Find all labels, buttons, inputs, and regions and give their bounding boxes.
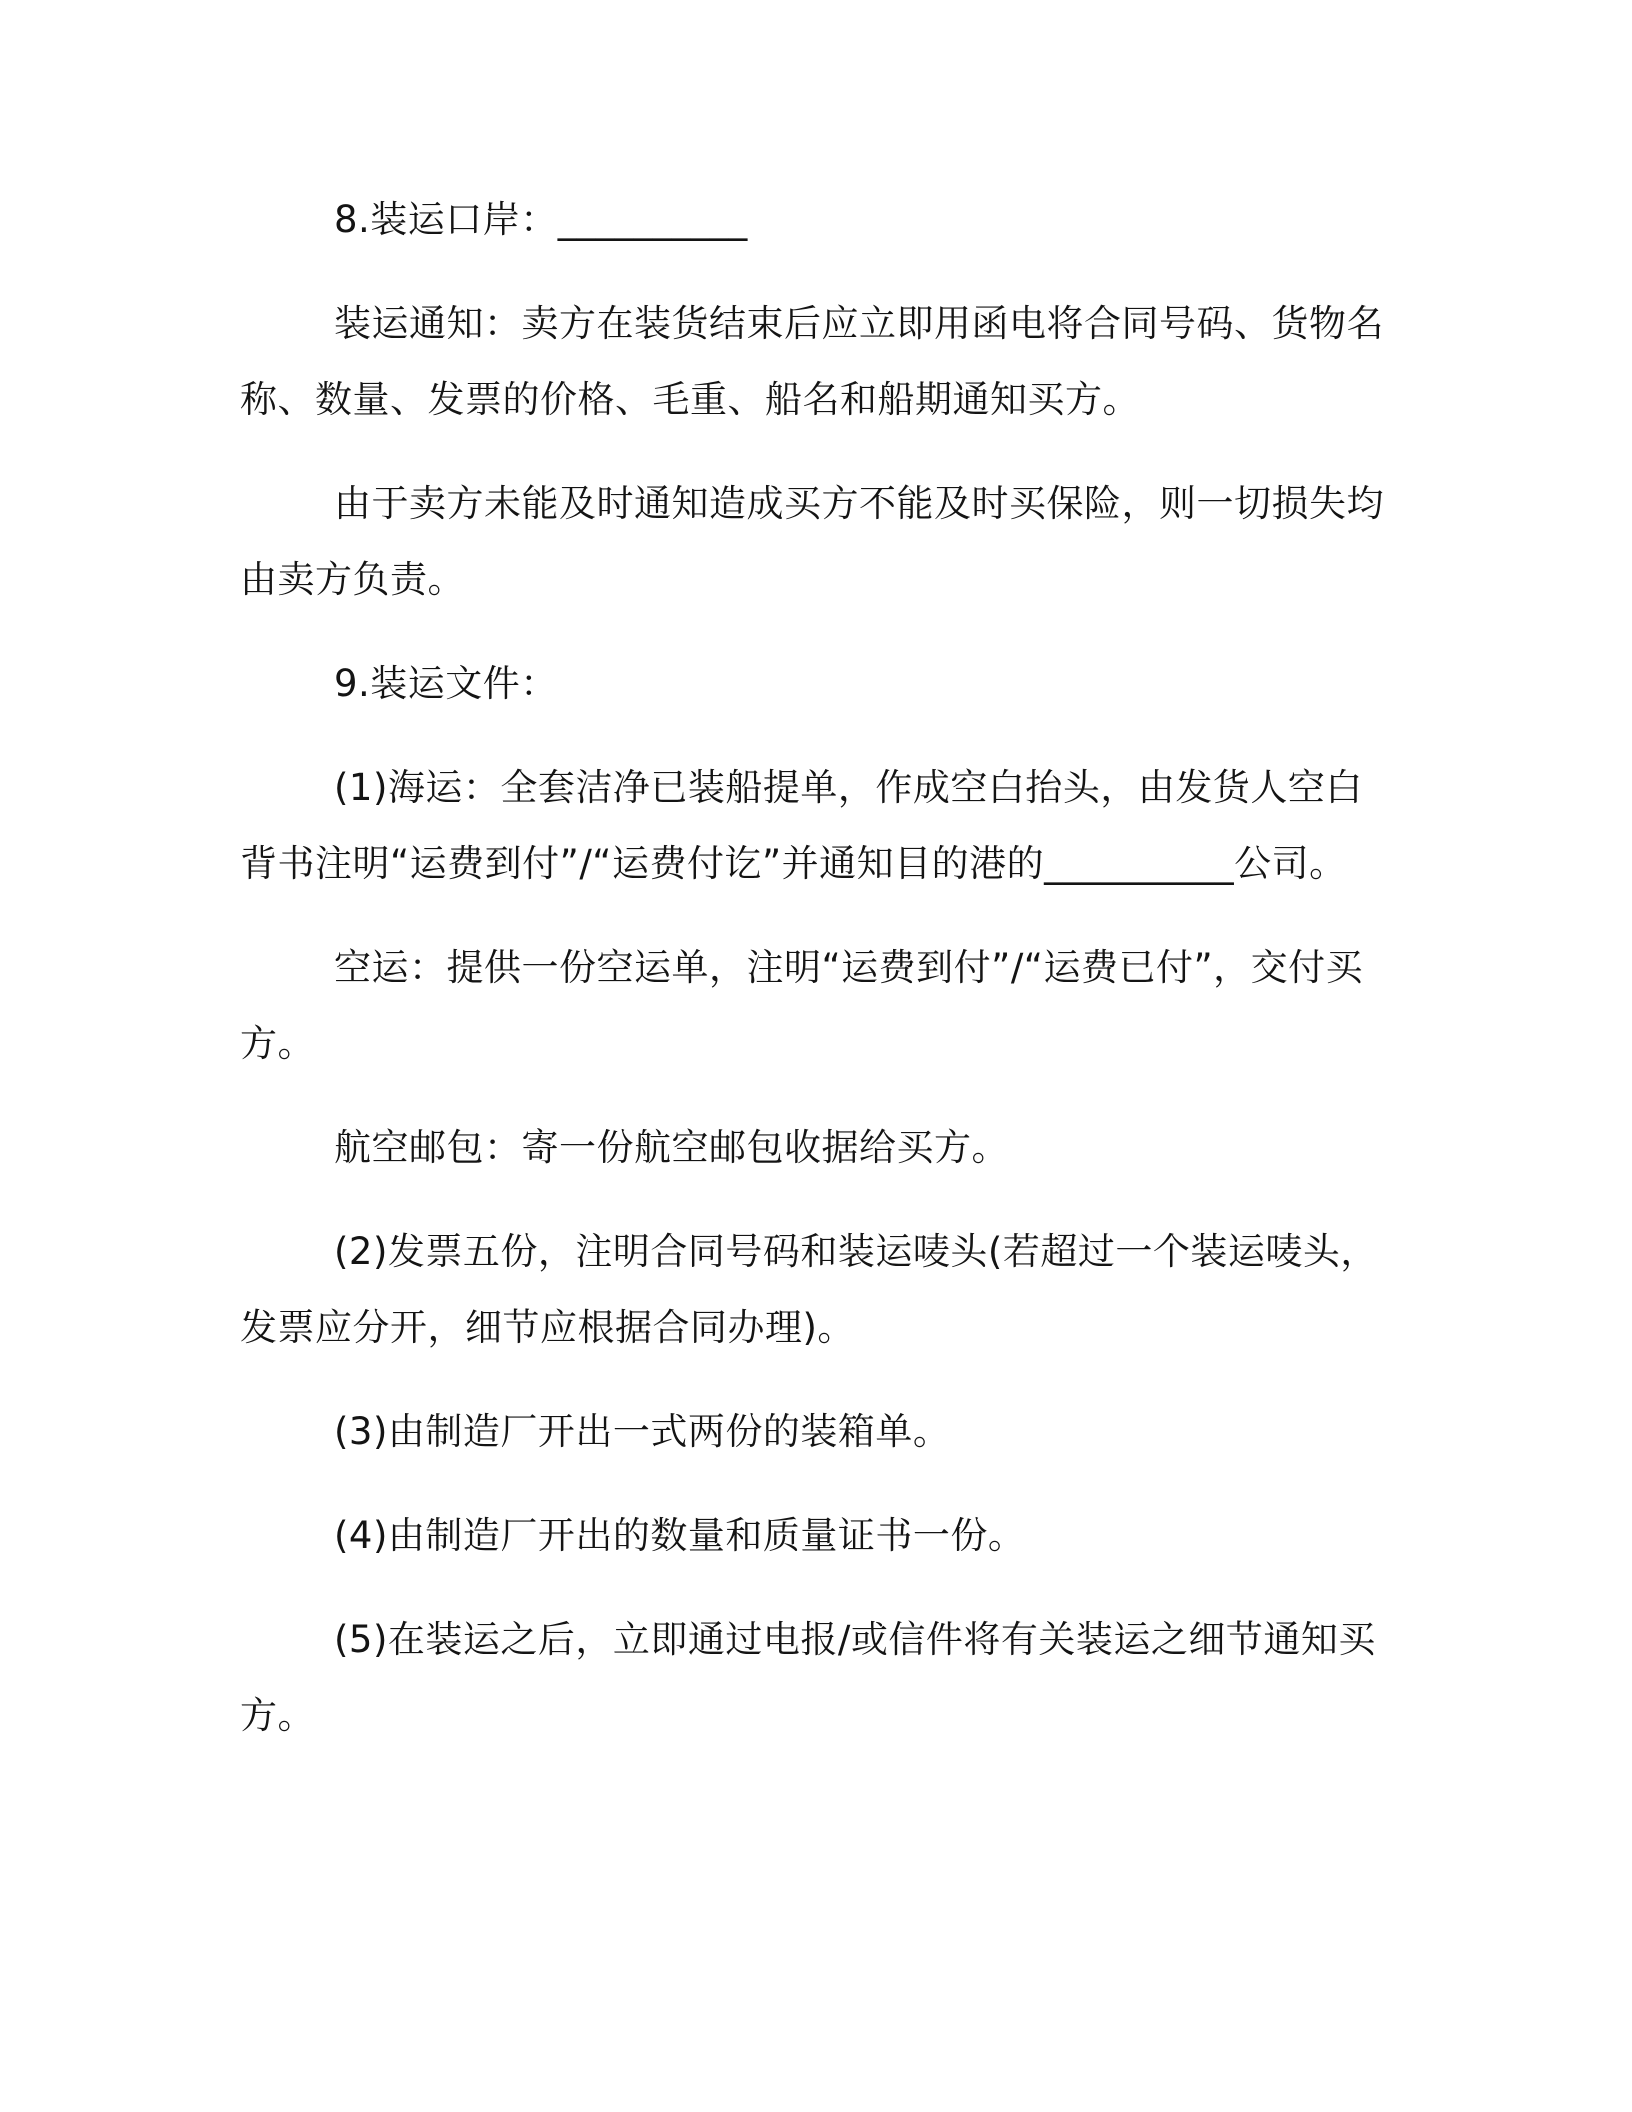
air-freight-paragraph: 空运：提供一份空运单，注明“运费到付”/“运费已付”，交付买方。 bbox=[240, 946, 1364, 1065]
shipment-notice-paragraph: 装运通知：卖方在装货结束后应立即用函电将合同号码、货物名称、数量、发票的价格、毛重、船名和船期通知买方。 bbox=[240, 302, 1384, 421]
post-shipment-notice-paragraph: (5)在装运之后，立即通过电报/或信件将有关装运之细节通知买方。 bbox=[240, 1618, 1376, 1737]
invoice-paragraph: (2)发票五份，注明合同号码和装运唛头(若超过一个装运唛头，发票应分开，细节应根据合同办理)。 bbox=[240, 1230, 1378, 1349]
packing-list-paragraph: (3)由制造厂开出一式两份的装箱单。 bbox=[334, 1410, 951, 1453]
ocean-freight-paragraph: (1)海运：全套洁净已装船提单，作成空白抬头，由发货人空白背书注明“运费到付”/“运费付讫”并通知目的港的__________公司。 bbox=[240, 766, 1363, 885]
quality-certificate-paragraph: (4)由制造厂开出的数量和质量证书一份。 bbox=[334, 1514, 1026, 1557]
seller-liability-paragraph: 由于卖方未能及时通知造成买方不能及时买保险，则一切损失均由卖方负责。 bbox=[240, 482, 1384, 601]
clause-8-shipment-port: 8.装运口岸：__________ bbox=[334, 198, 748, 241]
clause-9-shipping-documents: 9.装运文件： bbox=[334, 662, 558, 705]
document-body bbox=[240, 182, 1390, 1782]
air-parcel-paragraph: 航空邮包：寄一份航空邮包收据给买方。 bbox=[334, 1126, 1009, 1169]
